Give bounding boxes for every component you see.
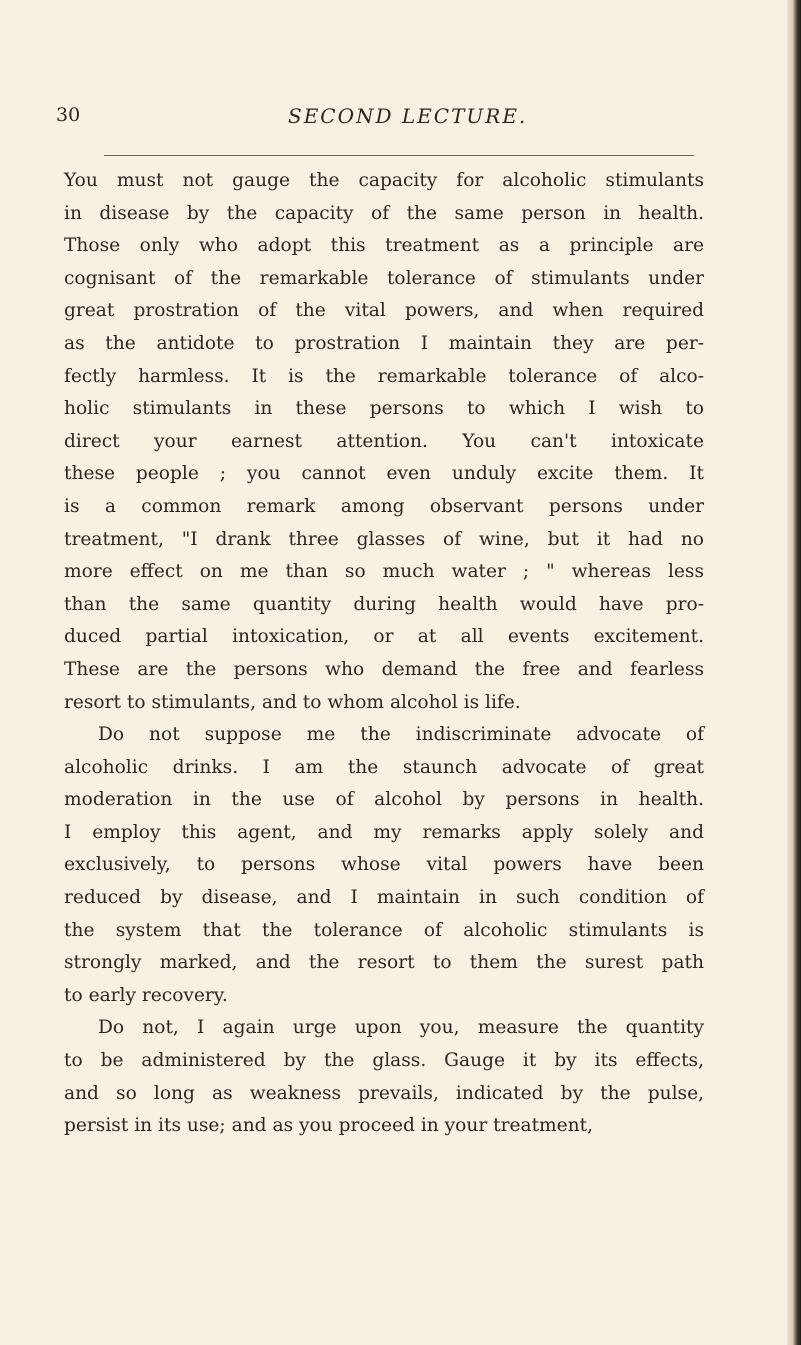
text-line: alcoholic drinks. I am the staunch advocate of great bbox=[64, 756, 704, 778]
text-line: moderation in the use of alcohol by persons in health. bbox=[64, 789, 704, 811]
text-line: these people ; you cannot even unduly excite them. It bbox=[64, 463, 704, 485]
text-line: fectly harmless. It is the remarkable tolerance of alco- bbox=[64, 365, 704, 387]
paragraph bbox=[64, 165, 704, 719]
text-line: great prostration of the vital powers, and when required bbox=[64, 300, 704, 322]
text-line: as the antidote to prostration I maintain they are per- bbox=[64, 332, 704, 354]
header-rule bbox=[104, 155, 694, 156]
text-line: to early recovery. bbox=[64, 984, 228, 1006]
text-line: resort to stimulants, and to whom alcohol is life. bbox=[64, 691, 521, 713]
paragraph bbox=[64, 1012, 704, 1142]
text-line: exclusively, to persons whose vital powers have been bbox=[64, 854, 704, 876]
text-line: direct your earnest attention. You can't intoxicate bbox=[64, 430, 704, 452]
text-line: duced partial intoxication, or at all events excitement. bbox=[64, 626, 704, 648]
text-line: treatment, "I drank three glasses of wine, but it had no bbox=[64, 528, 704, 550]
text-line: I employ this agent, and my remarks apply solely and bbox=[64, 821, 704, 843]
page-header bbox=[56, 104, 756, 134]
text-line: reduced by disease, and I maintain in such condition of bbox=[64, 887, 704, 909]
text-line: persist in its use; and as you proceed in your treatment, bbox=[64, 1115, 594, 1137]
text-line: Those only who adopt this treatment as a principle are bbox=[64, 235, 704, 257]
page-number: 30 bbox=[56, 104, 81, 126]
text-line: cognisant of the remarkable tolerance of stimulants under bbox=[64, 267, 704, 289]
text-line: more effect on me than so much water ; " whereas less bbox=[64, 561, 704, 583]
text-line: than the same quantity during health would have pro- bbox=[64, 593, 704, 615]
running-title: SECOND LECTURE. bbox=[288, 104, 528, 128]
text-line: to be administered by the glass. Gauge it by its effects, bbox=[64, 1050, 704, 1072]
text-line: These are the persons who demand the free and fearless bbox=[64, 658, 704, 680]
text-line: is a common remark among observant persons under bbox=[64, 495, 704, 517]
text-line: and so long as weakness prevails, indicated by the pulse, bbox=[64, 1082, 704, 1104]
page-edge bbox=[787, 0, 801, 1345]
text-line: Do not suppose me the indiscriminate advocate of bbox=[98, 724, 704, 746]
body-text bbox=[64, 165, 704, 1143]
text-line: Do not, I again urge upon you, measure the quantity bbox=[98, 1017, 704, 1039]
text-line: strongly marked, and the resort to them the surest path bbox=[64, 952, 704, 974]
text-line: in disease by the capacity of the same person in health. bbox=[64, 202, 704, 224]
text-line: the system that the tolerance of alcoholic stimulants is bbox=[64, 919, 704, 941]
paragraph-container bbox=[64, 165, 704, 1143]
text-line: holic stimulants in these persons to which I wish to bbox=[64, 398, 704, 420]
text-line: You must not gauge the capacity for alcoholic stimulants bbox=[64, 170, 704, 191]
paragraph bbox=[64, 719, 704, 1012]
